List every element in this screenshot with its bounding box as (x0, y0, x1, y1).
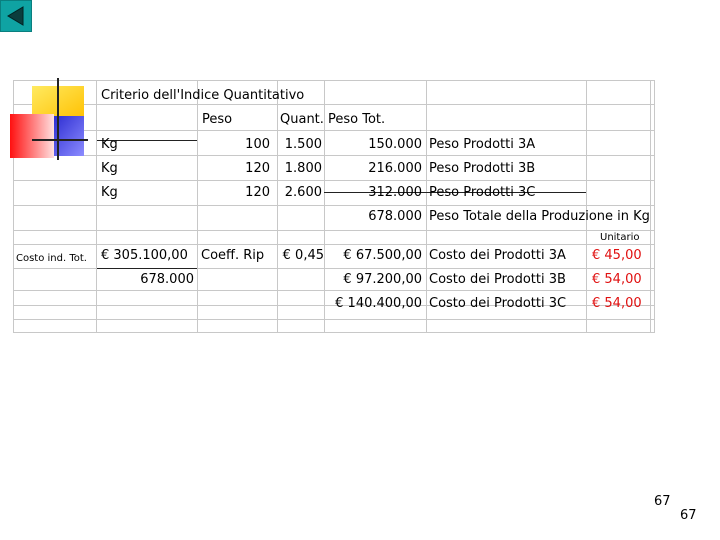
row-peso: 100 (245, 137, 270, 152)
total-value: 678.000 (368, 209, 422, 224)
cost-row-amount: € 97.200,00 (343, 272, 422, 287)
cost-divisor: 678.000 (140, 272, 194, 287)
row-peso-tot: 150.000 (368, 137, 422, 152)
header-peso: Peso (202, 112, 233, 127)
row-quant: 2.600 (284, 185, 322, 200)
coeff-label: Coeff. Rip (201, 248, 265, 263)
row-unit: Kg (101, 137, 118, 152)
cost-value: € 305.100,00 (101, 248, 188, 263)
cost-row-unit: € 54,00 (592, 296, 642, 311)
back-triangle-icon (1, 1, 31, 31)
row-unit: Kg (101, 161, 118, 176)
decorative-squares-icon (8, 78, 88, 163)
row-peso: 120 (245, 185, 270, 200)
row-peso-tot: 312.000 (368, 185, 422, 200)
row-unit: Kg (101, 185, 118, 200)
cost-row-unit: € 54,00 (592, 272, 642, 287)
unitario-header: Unitario (600, 232, 640, 243)
coeff-value: € 0,45 (282, 248, 324, 263)
row-peso: 120 (245, 161, 270, 176)
cost-row-label: Costo dei Prodotti 3C (429, 296, 567, 311)
cost-label: Costo ind. Tot. (16, 253, 87, 264)
total-label: Peso Totale della Produzione in Kg (429, 209, 650, 224)
cost-row-label: Costo dei Prodotti 3B (429, 272, 566, 287)
row-quant: 1.500 (284, 137, 322, 152)
header-quant: Quant. (280, 112, 324, 127)
table-title: Criterio dell'Indice Quantitativo (101, 88, 305, 103)
row-label: Peso Prodotti 3B (429, 161, 536, 176)
cost-row-unit: € 45,00 (592, 248, 642, 263)
row-peso-tot: 216.000 (368, 161, 422, 176)
header-peso-tot: Peso Tot. (328, 112, 386, 127)
row-label: Peso Prodotti 3A (429, 137, 536, 152)
back-button[interactable] (0, 0, 32, 32)
page-number-outer: 67 (680, 508, 697, 523)
row-quant: 1.800 (284, 161, 322, 176)
cost-row-label: Costo dei Prodotti 3A (429, 248, 566, 263)
row-label: Peso Prodotti 3C (429, 185, 536, 200)
cost-row-amount: € 140.400,00 (335, 296, 422, 311)
cost-row-amount: € 67.500,00 (343, 248, 422, 263)
page-number-inner: 67 (654, 494, 671, 509)
